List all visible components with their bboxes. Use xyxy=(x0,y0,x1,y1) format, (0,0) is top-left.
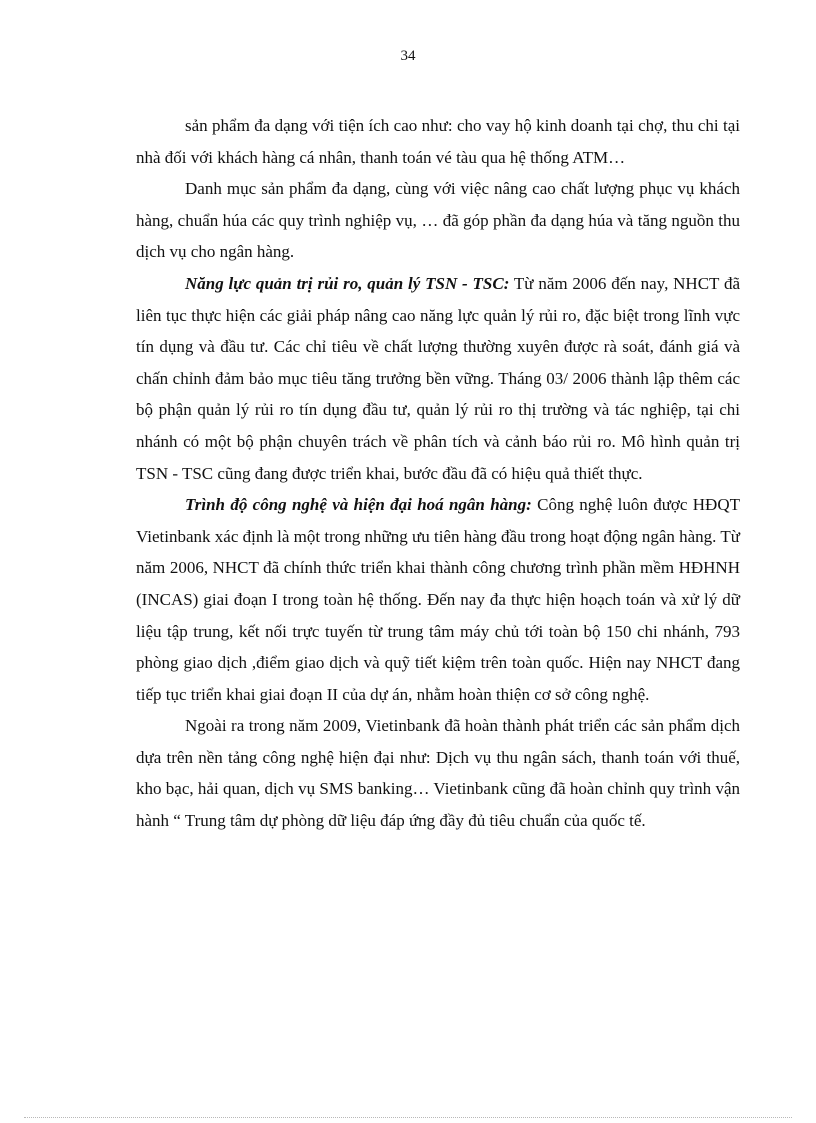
paragraph-lead-heading: Năng lực quản trị rủi ro, quản lý TSN - TSC: xyxy=(185,273,510,293)
paragraph-text: Công nghệ luôn được HĐQT Vietinbank xác định là một trong những ưu tiên hàng đầu trong hoạt động ngân hàng. Từ năm 2006, NHCT đã chính thức triển khai thành công chương trình phần mềm HĐHNH (INCAS) giai đoạn I trong toàn hệ thống. Đến nay đa thực hiện hoạch toán và xử lý dữ liệu tập trung, kết nối trực tuyến từ trung tâm máy chủ tới toàn bộ 150 chi nhánh, 793 phòng giao dịch ,điểm giao dịch và quỹ tiết kiệm trên toàn quốc. Hiện nay NHCT đang tiếp tục triển khai giai đoạn II của dự án, nhằm hoàn thiện cơ sở công nghệ. xyxy=(136,495,740,704)
paragraph-lead-heading: Trình độ công nghệ và hiện đại hoá ngân hàng: xyxy=(185,495,532,515)
paragraph-continuation xyxy=(136,110,740,173)
paragraph-text: Danh mục sản phẩm đa dạng, cùng với việc nâng cao chất lượng phục vụ khách hàng, chuẩn húa các quy trình nghiệp vụ, … đã góp phần đa dạng húa và tăng nguồn thu dịch vụ cho ngân hàng. xyxy=(136,179,740,262)
paragraph-text: Từ năm 2006 đến nay, NHCT đã liên tục thực hiện các giải pháp nâng cao năng lực quản lý rủi ro, đặc biệt trong lĩnh vực tín dụng và đầu tư. Các chỉ tiêu về chất lượng thường xuyên được rà soát, đánh giá và chấn chỉnh đảm bảo mục tiêu tăng trưởng bền vững. Tháng 03/ 2006 thành lập thêm các bộ phận quản lý rủi ro tín dụng đầu tư, quản lý rủi ro thị trường và tác nghiệp, tại chi nhánh có một bộ phận chuyên trách về phân tích và cảnh báo rủi ro. Mô hình quản trị TSN - TSC cũng đang được triển khai, bước đầu đã có hiệu quả thiết thực. xyxy=(136,273,740,483)
page-bottom-divider xyxy=(24,1117,792,1118)
paragraph-product-portfolio xyxy=(136,173,740,268)
paragraph-2009-developments xyxy=(136,710,740,836)
page-number: 34 xyxy=(400,48,416,64)
body-text xyxy=(136,110,740,837)
paragraph-risk-management xyxy=(136,268,740,489)
paragraph-text: sản phẩm đa dạng với tiện ích cao như: cho vay hộ kinh doanh tại chợ, thu chi tại nhà đối với khách hàng cá nhân, thanh toán vé tàu qua hệ thống ATM… xyxy=(136,116,740,167)
paragraph-text: Ngoài ra trong năm 2009, Vietinbank đã hoàn thành phát triển các sản phẩm dịch dựa trên nền tảng công nghệ hiện đại như: Dịch vụ thu ngân sách, thanh toán với thuế, kho bạc, hải quan, dịch vụ SMS banking… Vietinbank cũng đã hoàn chỉnh quy trình vận hành “ Trung tâm dự phòng dữ liệu đáp ứng đầy đủ tiêu chuẩn của quốc tế. xyxy=(136,716,740,831)
paragraph-technology xyxy=(136,489,740,710)
